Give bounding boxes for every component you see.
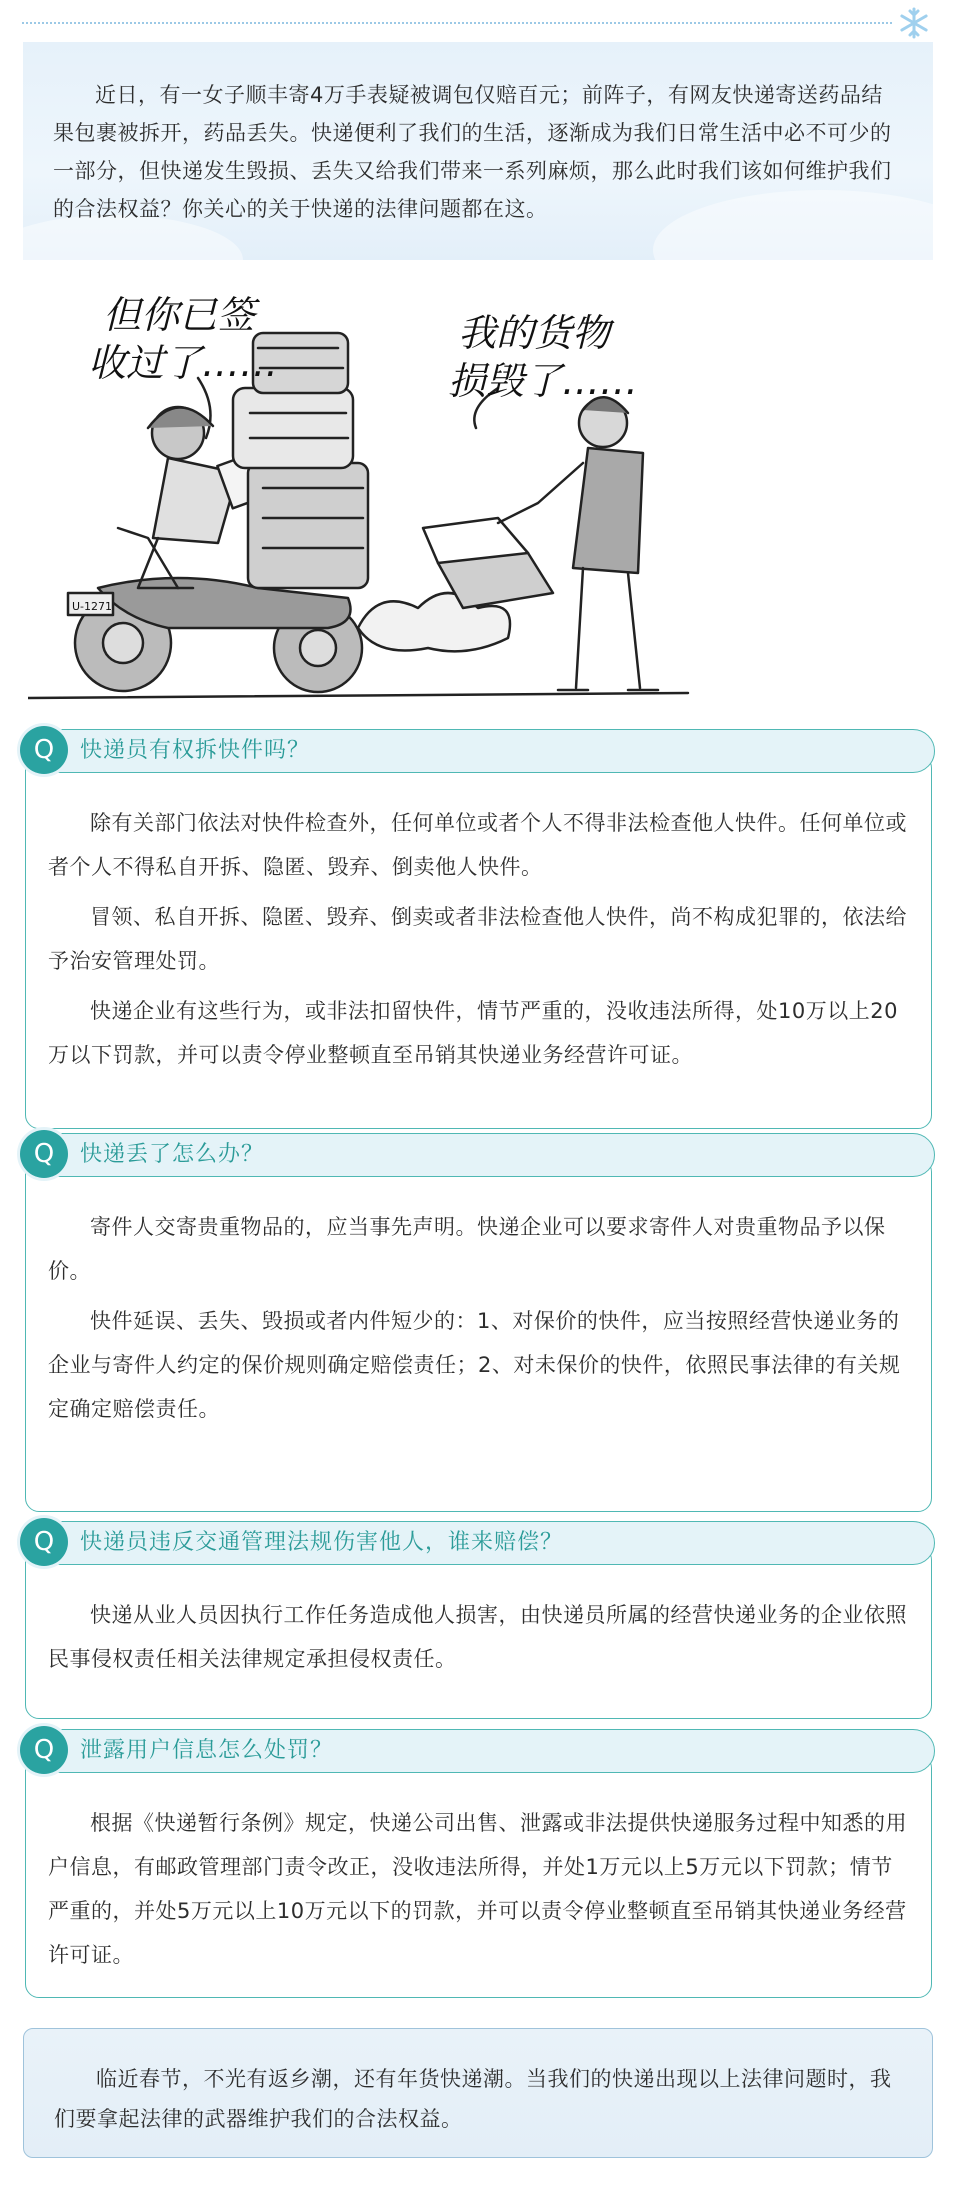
answer-paragraph: 寄件人交寄贵重物品的，应当事先声明。快递企业可以要求寄件人对贵重物品予以保价。 [48, 1215, 886, 1283]
speech-left-line1: 但你已签 [103, 293, 256, 337]
qa-header [23, 1133, 935, 1177]
question-title: 快递员有权拆快件吗？ [80, 738, 311, 763]
top-dotted-divider [22, 22, 892, 24]
license-plate: U-1271 [72, 600, 113, 613]
cartoon-illustration [28, 288, 708, 728]
question-title: 快递员违反交通管理法规伤害他人，谁来赔偿？ [80, 1530, 564, 1555]
outro-text: 临近春节，不光有返乡潮，还有年货快递潮。当我们的快递出现以上法律问题时，我们要拿起法律的武器维护我们的合法权益。 [54, 2067, 892, 2131]
q-badge-icon: Q [20, 1130, 68, 1178]
qa-header [23, 729, 935, 773]
q-badge-icon: Q [20, 1726, 68, 1774]
answer-body [26, 1547, 931, 1681]
intro-box [23, 42, 933, 260]
answer-paragraph: 除有关部门依法对快件检查外，任何单位或者个人不得非法检查他人快件。任何单位或者个人不得私自开拆、隐匿、毁弃、倒卖他人快件。 [48, 811, 907, 879]
qa-header [23, 1521, 935, 1565]
question-title: 快递丢了怎么办？ [80, 1142, 265, 1167]
speech-right-line1: 我的货物 [458, 311, 611, 355]
qa-card-2 [25, 1139, 932, 1512]
qa-card-3 [25, 1527, 932, 1719]
answer-paragraph: 快递企业有这些行为，或非法扣留快件，情节严重的，没收违法所得，处10万以上20万以下罚款，并可以责令停业整顿直至吊销其快递业务经营许可证。 [48, 999, 898, 1067]
intro-text: 近日，有一女子顺丰寄4万手表疑被调包仅赔百元；前阵子，有网友快递寄送药品结果包裹被拆开，药品丢失。快递便利了我们的生活，逐渐成为我们日常生活中必不可少的一部分，但快递发生毁损、丢失又给我们带来一系列麻烦，那么此时我们该如何维护我们的合法权益？你关心的关于快递的法律问题都在这。 [53, 83, 892, 221]
outro-box [23, 2028, 933, 2158]
qa-header [23, 1729, 935, 1773]
qa-card-1 [25, 735, 932, 1129]
answer-paragraph: 快件延误、丢失、毁损或者内件短少的：1、对保价的快件，应当按照经营快递业务的企业与寄件人约定的保价规则确定赔偿责任；2、对未保价的快件，依照民事法律的有关规定确定赔偿责任。 [48, 1309, 901, 1421]
speech-left-line2: 收过了…… [88, 341, 279, 385]
answer-paragraph: 快递从业人员因执行工作任务造成他人损害，由快递员所属的经营快递业务的企业依照民事侵权责任相关法律规定承担侵权责任。 [48, 1603, 907, 1671]
answer-paragraph: 根据《快递暂行条例》规定，快递公司出售、泄露或非法提供快递服务过程中知悉的用户信息，有邮政管理部门责令改正，没收违法所得，并处1万元以上5万元以下罚款；情节严重的，并处5万元以上10万元以下的罚款，并可以责令停业整顿直至吊销其快递业务经营许可证。 [48, 1811, 907, 1967]
q-badge-icon: Q [20, 726, 68, 774]
answer-body [26, 1159, 931, 1431]
q-badge-icon: Q [20, 1518, 68, 1566]
question-title: 泄露用户信息怎么处罚？ [80, 1738, 334, 1763]
snowflake-icon [897, 6, 931, 40]
answer-paragraph: 冒领、私自开拆、隐匿、毁弃、倒卖或者非法检查他人快件，尚不构成犯罪的，依法给予治安管理处罚。 [48, 905, 907, 973]
qa-card-4 [25, 1735, 932, 1998]
answer-body [26, 1755, 931, 1977]
answer-body [26, 755, 931, 1077]
speech-right-line2: 损毁了…… [448, 359, 639, 403]
